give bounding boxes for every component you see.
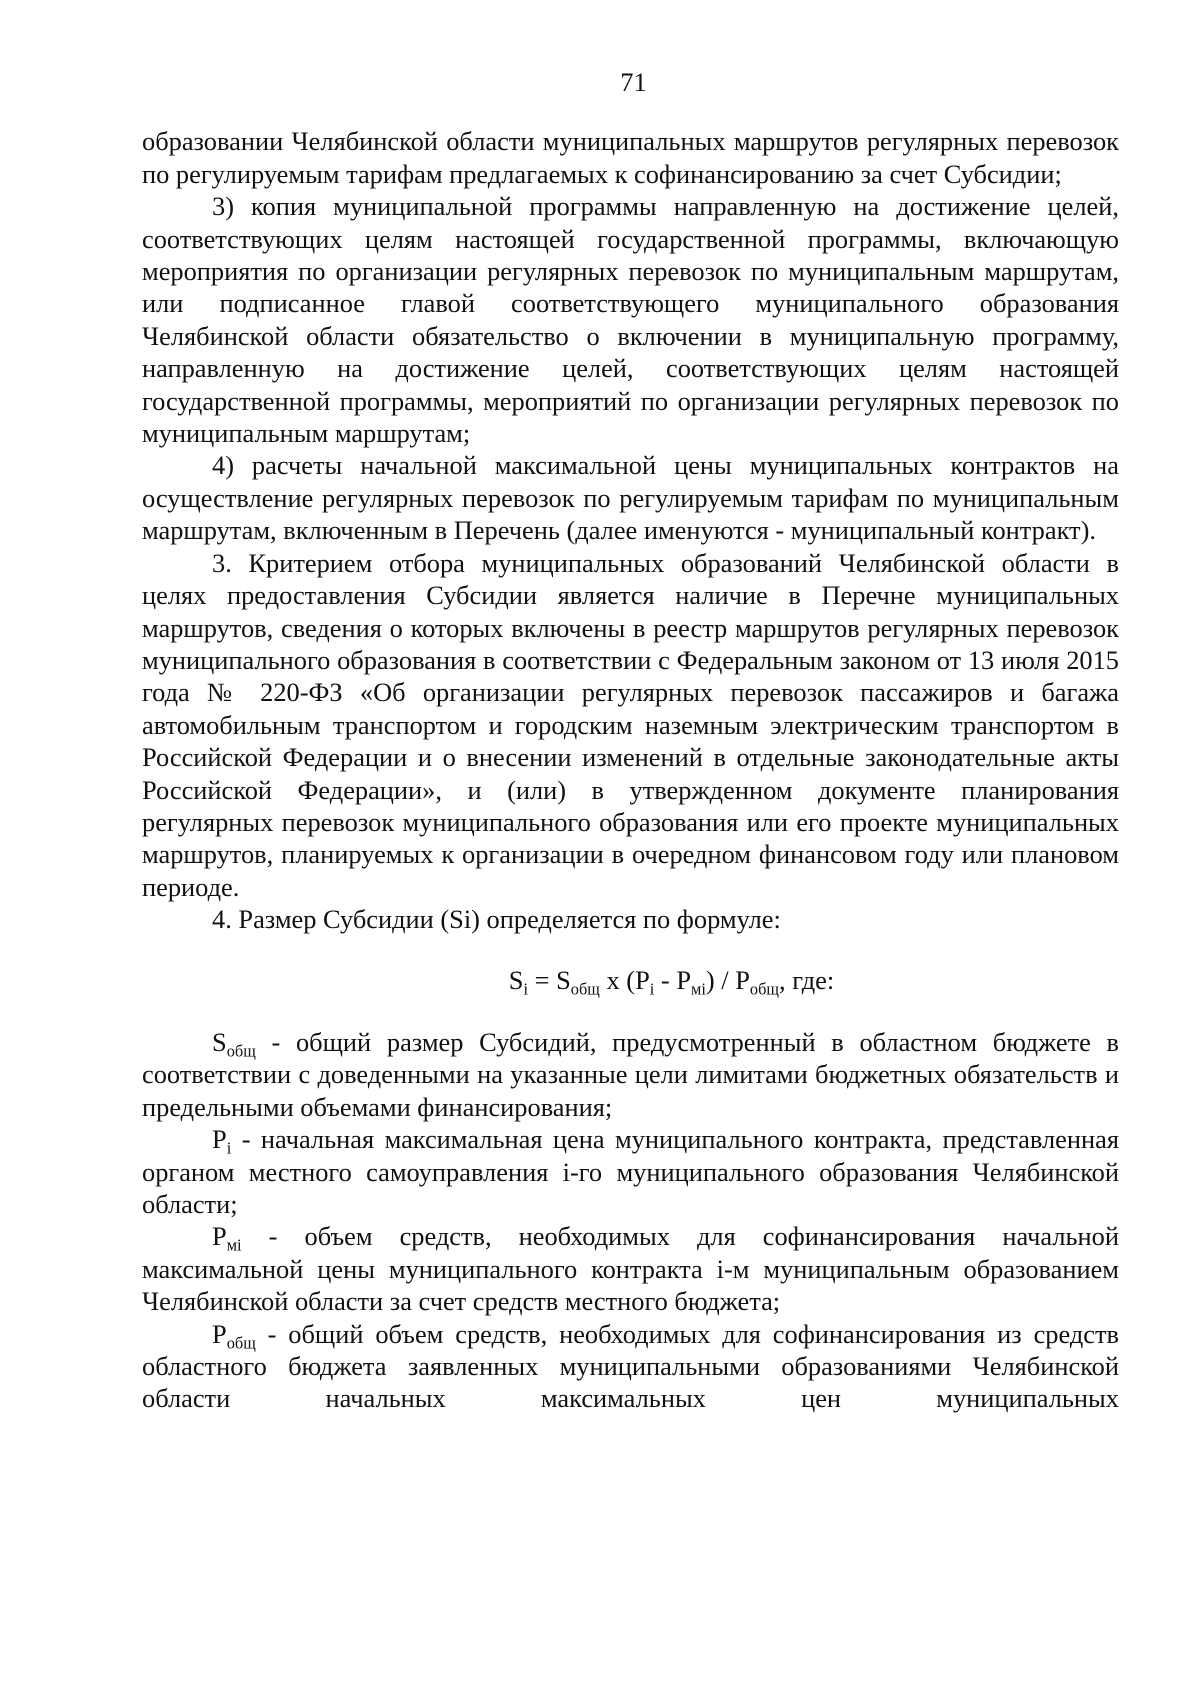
paragraph-subsidy-size: 4. Размер Субсидии (Si) определяется по формуле: bbox=[212, 904, 781, 935]
formula-minus: - bbox=[654, 964, 677, 995]
definition-symbol: P bbox=[212, 1124, 227, 1155]
formula-sub-total: общ bbox=[570, 979, 600, 999]
formula-s: S bbox=[508, 964, 524, 995]
paragraph-continuation: образовании Челябинской области муниципальных маршрутов регулярных перевозок по регулируемым тарифам предлагаемых к софинансированию за счет Субсидии; bbox=[142, 126, 1119, 189]
formula-sub-i-2: i bbox=[649, 979, 655, 999]
definition-symbol: P bbox=[212, 1221, 227, 1252]
formula-p-total: P bbox=[735, 964, 750, 995]
formula-sub-i: i bbox=[523, 979, 529, 999]
definition-text: - общий объем средств, необходимых для софинансирования из средств областного бюджета заявленных муниципальными образованиями Челябинской области начальных максимальных цен муниципальных bbox=[142, 1318, 1119, 1414]
formula-divide: ) / bbox=[705, 964, 736, 995]
document-page bbox=[142, 66, 1119, 1415]
definition-symbol: P bbox=[212, 1318, 227, 1349]
formula-p: P bbox=[635, 964, 650, 995]
paragraph-item-4: 4) расчеты начальной максимальной цены муниципальных контрактов на осуществление регулярных перевозок по регулируемым тарифам по муниципальным маршрутам, включенным в Перечень (далее именуются - муниципальный контракт). bbox=[142, 450, 1119, 546]
formula-times: x ( bbox=[599, 964, 636, 995]
subsidy-formula bbox=[142, 964, 1119, 999]
definition-s-total bbox=[142, 1026, 1119, 1123]
paragraph-item-3: 3) копия муниципальной программы направленную на достижение целей, соответствующих целям настоящей государственной программы, включающую мероприятия по организации регулярных перевозок по муниципальным маршрутам, или подписанное главой соответствующего муниципального образования Челябинской области обязательство о включении в муниципальную программу, направленную на достижение целей, соответствующих целям настоящей государственной программы, мероприятий по организации регулярных перевозок по муниципальным маршрутам; bbox=[142, 191, 1119, 449]
definition-p-total bbox=[142, 1318, 1119, 1415]
definition-subscript: общ bbox=[226, 1333, 256, 1353]
formula-pm: P bbox=[676, 964, 691, 995]
formula-tail: , где: bbox=[779, 964, 835, 995]
definition-p-mi bbox=[142, 1220, 1119, 1317]
page-number: 71 bbox=[620, 67, 647, 97]
definition-text: - начальная максимальная цена муниципального контракта, представленная органом местного самоуправления i-го муниципального образования Челябинской области; bbox=[142, 1124, 1119, 1219]
paragraph-criterion: 3. Критерием отбора муниципальных образований Челябинской области в целях предоставления Субсидии является наличие в Перечне муниципальных маршрутов, сведения о которых включены в реестр маршрутов регулярных перевозок муниципального образования в соответствии с Федеральным законом от 13 июля 2015 года № 220-ФЗ «Об организации регулярных перевозок пассажиров и багажа автомобильным транспортом и городским наземным электрическим транспортом в Российской Федерации и о внесении изменений в отдельные законодательные акты Российской Федерации», и (или) в утвержденном документе планирования регулярных перевозок муниципального образования или его проекте муниципальных маршрутов, планируемых к организации в очередном финансовом году или плановом периоде. bbox=[142, 547, 1119, 902]
definition-p-i bbox=[142, 1123, 1119, 1220]
definition-subscript: общ bbox=[226, 1041, 256, 1061]
definition-symbol: S bbox=[212, 1026, 227, 1057]
definition-text: - общий размер Субсидий, предусмотренный в областном бюджете в соответствии с доведенными на указанные цели лимитами бюджетных обязательств и предельными объемами финансирования; bbox=[142, 1026, 1119, 1122]
definition-text: - объем средств, необходимых для софинансирования начальной максимальной цены муниципального контракта i-м муниципальным образованием Челябинской области за счет средств местного бюджета; bbox=[142, 1221, 1119, 1317]
definition-subscript: i bbox=[226, 1138, 232, 1158]
formula-s-total: S bbox=[556, 964, 571, 995]
formula-sub-total-2: общ bbox=[749, 979, 780, 999]
formula-equals: = bbox=[528, 964, 557, 995]
definition-subscript: мi bbox=[226, 1236, 242, 1256]
formula-sub-mi: мi bbox=[691, 979, 706, 999]
